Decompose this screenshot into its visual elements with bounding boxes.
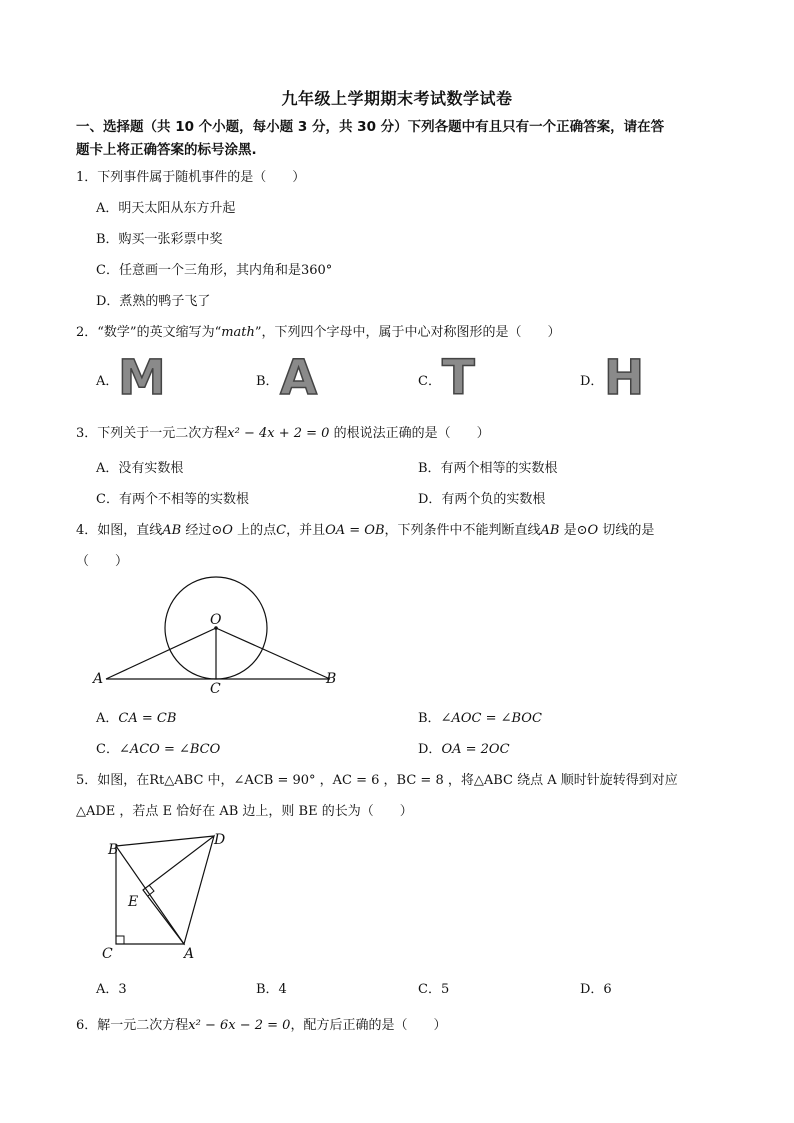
q2-letter-h-image: H — [604, 350, 645, 406]
q1-option-c[interactable]: C．任意画一个三角形，其内角和是360° — [96, 263, 333, 278]
q4-option-a-label: A． — [96, 711, 119, 726]
q2-letter-m-image: M — [118, 350, 166, 406]
q5-triangle-abc — [116, 846, 184, 944]
q5-stem-line-1: 5．如图，在Rt△ABC 中，∠ACB = 90° ，AC = 6 ，BC = 8 ，将△ABC 绕点 A 顺时针旋转得到对应 — [76, 773, 678, 788]
q4-option-d-label: D． — [418, 742, 442, 757]
q6-equation: x² − 6x − 2 = 0 — [188, 1018, 291, 1033]
q2-option-b-label[interactable]: B． — [256, 374, 279, 389]
q4-oa-ob: OA = OB — [325, 523, 385, 538]
q4-figure-circle-tangent — [88, 572, 348, 698]
q4-option-c[interactable] — [96, 738, 220, 757]
q4-stem — [76, 519, 654, 538]
q3-stem-part-a: 3．下列关于一元二次方程 — [76, 426, 228, 441]
q4-stem-f: 是⊙ — [563, 523, 588, 538]
q4-stem-b: 经过⊙ — [185, 523, 223, 538]
q4-option-b[interactable] — [418, 707, 542, 726]
q4-stem-a: 4．如图，直线 — [76, 523, 163, 538]
q4-ab2: AB — [540, 523, 560, 538]
q6-stem-part-b: ，配方后正确的是（ ） — [290, 1018, 447, 1033]
q4-stem-g: 切线的是 — [602, 523, 655, 538]
q4-o2: O — [587, 523, 599, 538]
q2-option-a-label[interactable]: A． — [96, 374, 119, 389]
q5-stem-line-2: △ADE ，若点 E 恰好在 AB 边上，则 BE 的长为（ ） — [76, 804, 413, 819]
q4-stem-c: 上的点 — [237, 523, 277, 538]
q4-option-a-math: CA = CB — [118, 711, 177, 726]
q5-option-d[interactable]: D．6 — [580, 982, 612, 997]
q1-option-d[interactable]: D．煮熟的鸭子飞了 — [96, 294, 211, 309]
q4-option-b-math: ∠AOC = ∠BOC — [440, 711, 542, 726]
q5-line-bd — [116, 836, 214, 846]
q1-option-b[interactable]: B．购买一张彩票中奖 — [96, 232, 223, 247]
q2-stem — [76, 321, 561, 340]
q3-option-b[interactable]: B．有两个相等的实数根 — [418, 461, 558, 476]
q3-option-c[interactable]: C．有两个不相等的实数根 — [96, 492, 249, 507]
q4-ab: AB — [162, 523, 182, 538]
q4-label-o: O — [210, 612, 222, 628]
q3-equation: x² − 4x + 2 = 0 — [227, 426, 330, 441]
q3-option-d[interactable]: D．有两个负的实数根 — [418, 492, 546, 507]
q2-math-word: math — [221, 325, 255, 340]
q2-option-d-label[interactable]: D． — [580, 374, 604, 389]
q4-stem-e: ，下列条件中不能判断直线 — [384, 523, 541, 538]
q4-label-b: B — [326, 671, 337, 687]
q4-label-a: A — [93, 671, 104, 687]
q4-answer-bracket: （ ） — [76, 554, 129, 569]
q4-stem-d: ，并且 — [286, 523, 326, 538]
q4-c: C — [276, 523, 287, 538]
q5-option-b[interactable]: B．4 — [256, 982, 287, 997]
q5-label-d: D — [214, 832, 226, 848]
q5-label-e: E — [128, 894, 139, 910]
q2-letter-t-image: T — [442, 350, 475, 406]
q5-label-b: B — [108, 842, 119, 858]
exam-title: 九年级上学期期末考试数学试卷 — [281, 89, 513, 108]
q5-figure-rotated-triangle — [96, 826, 246, 966]
q3-stem-part-b: 的根说法正确的是（ ） — [333, 426, 490, 441]
q4-label-c: C — [210, 681, 221, 697]
q5-option-c[interactable]: C．5 — [418, 982, 450, 997]
section-1-line-1: 一、选择题（共 10 个小题，每小题 3 分，共 30 分）下列各题中有且只有一个正确答案，请在答 — [76, 119, 665, 135]
q4-option-d-math: OA = 2OC — [441, 742, 510, 757]
q4-option-d[interactable] — [418, 738, 510, 757]
q5-option-a[interactable]: A．3 — [96, 982, 127, 997]
q5-label-c: C — [102, 946, 113, 962]
q6-stem-part-a: 6．解一元二次方程 — [76, 1018, 189, 1033]
q4-option-b-label: B． — [418, 711, 441, 726]
q4-option-c-math: ∠ACO = ∠BCO — [118, 742, 221, 757]
q4-option-c-label: C． — [96, 742, 119, 757]
q4-option-a[interactable] — [96, 707, 176, 726]
q6-stem — [76, 1014, 446, 1033]
q2-stem-part-b: ”，下列四个字母中，属于中心对称图形的是（ ） — [254, 325, 561, 340]
q3-stem — [76, 422, 490, 441]
q2-stem-part-a: 2．“数学”的英文缩写为“ — [76, 325, 222, 340]
q4-o: O — [222, 523, 233, 538]
q1-stem: 1．下列事件属于随机事件的是（ ） — [76, 170, 306, 185]
q5-right-angle-c — [116, 936, 124, 944]
section-1-line-2: 题卡上将正确答案的标号涂黑. — [76, 142, 257, 158]
q3-option-a[interactable]: A．没有实数根 — [96, 461, 184, 476]
q5-label-a: A — [184, 946, 195, 962]
q4-line-ob — [216, 628, 330, 679]
q1-option-a[interactable]: A．明天太阳从东方升起 — [96, 201, 236, 216]
section-1-heading — [76, 116, 756, 162]
q2-option-c-label[interactable]: C． — [418, 374, 441, 389]
q2-letter-a-image: A — [280, 350, 318, 406]
q4-line-oa — [106, 628, 216, 679]
